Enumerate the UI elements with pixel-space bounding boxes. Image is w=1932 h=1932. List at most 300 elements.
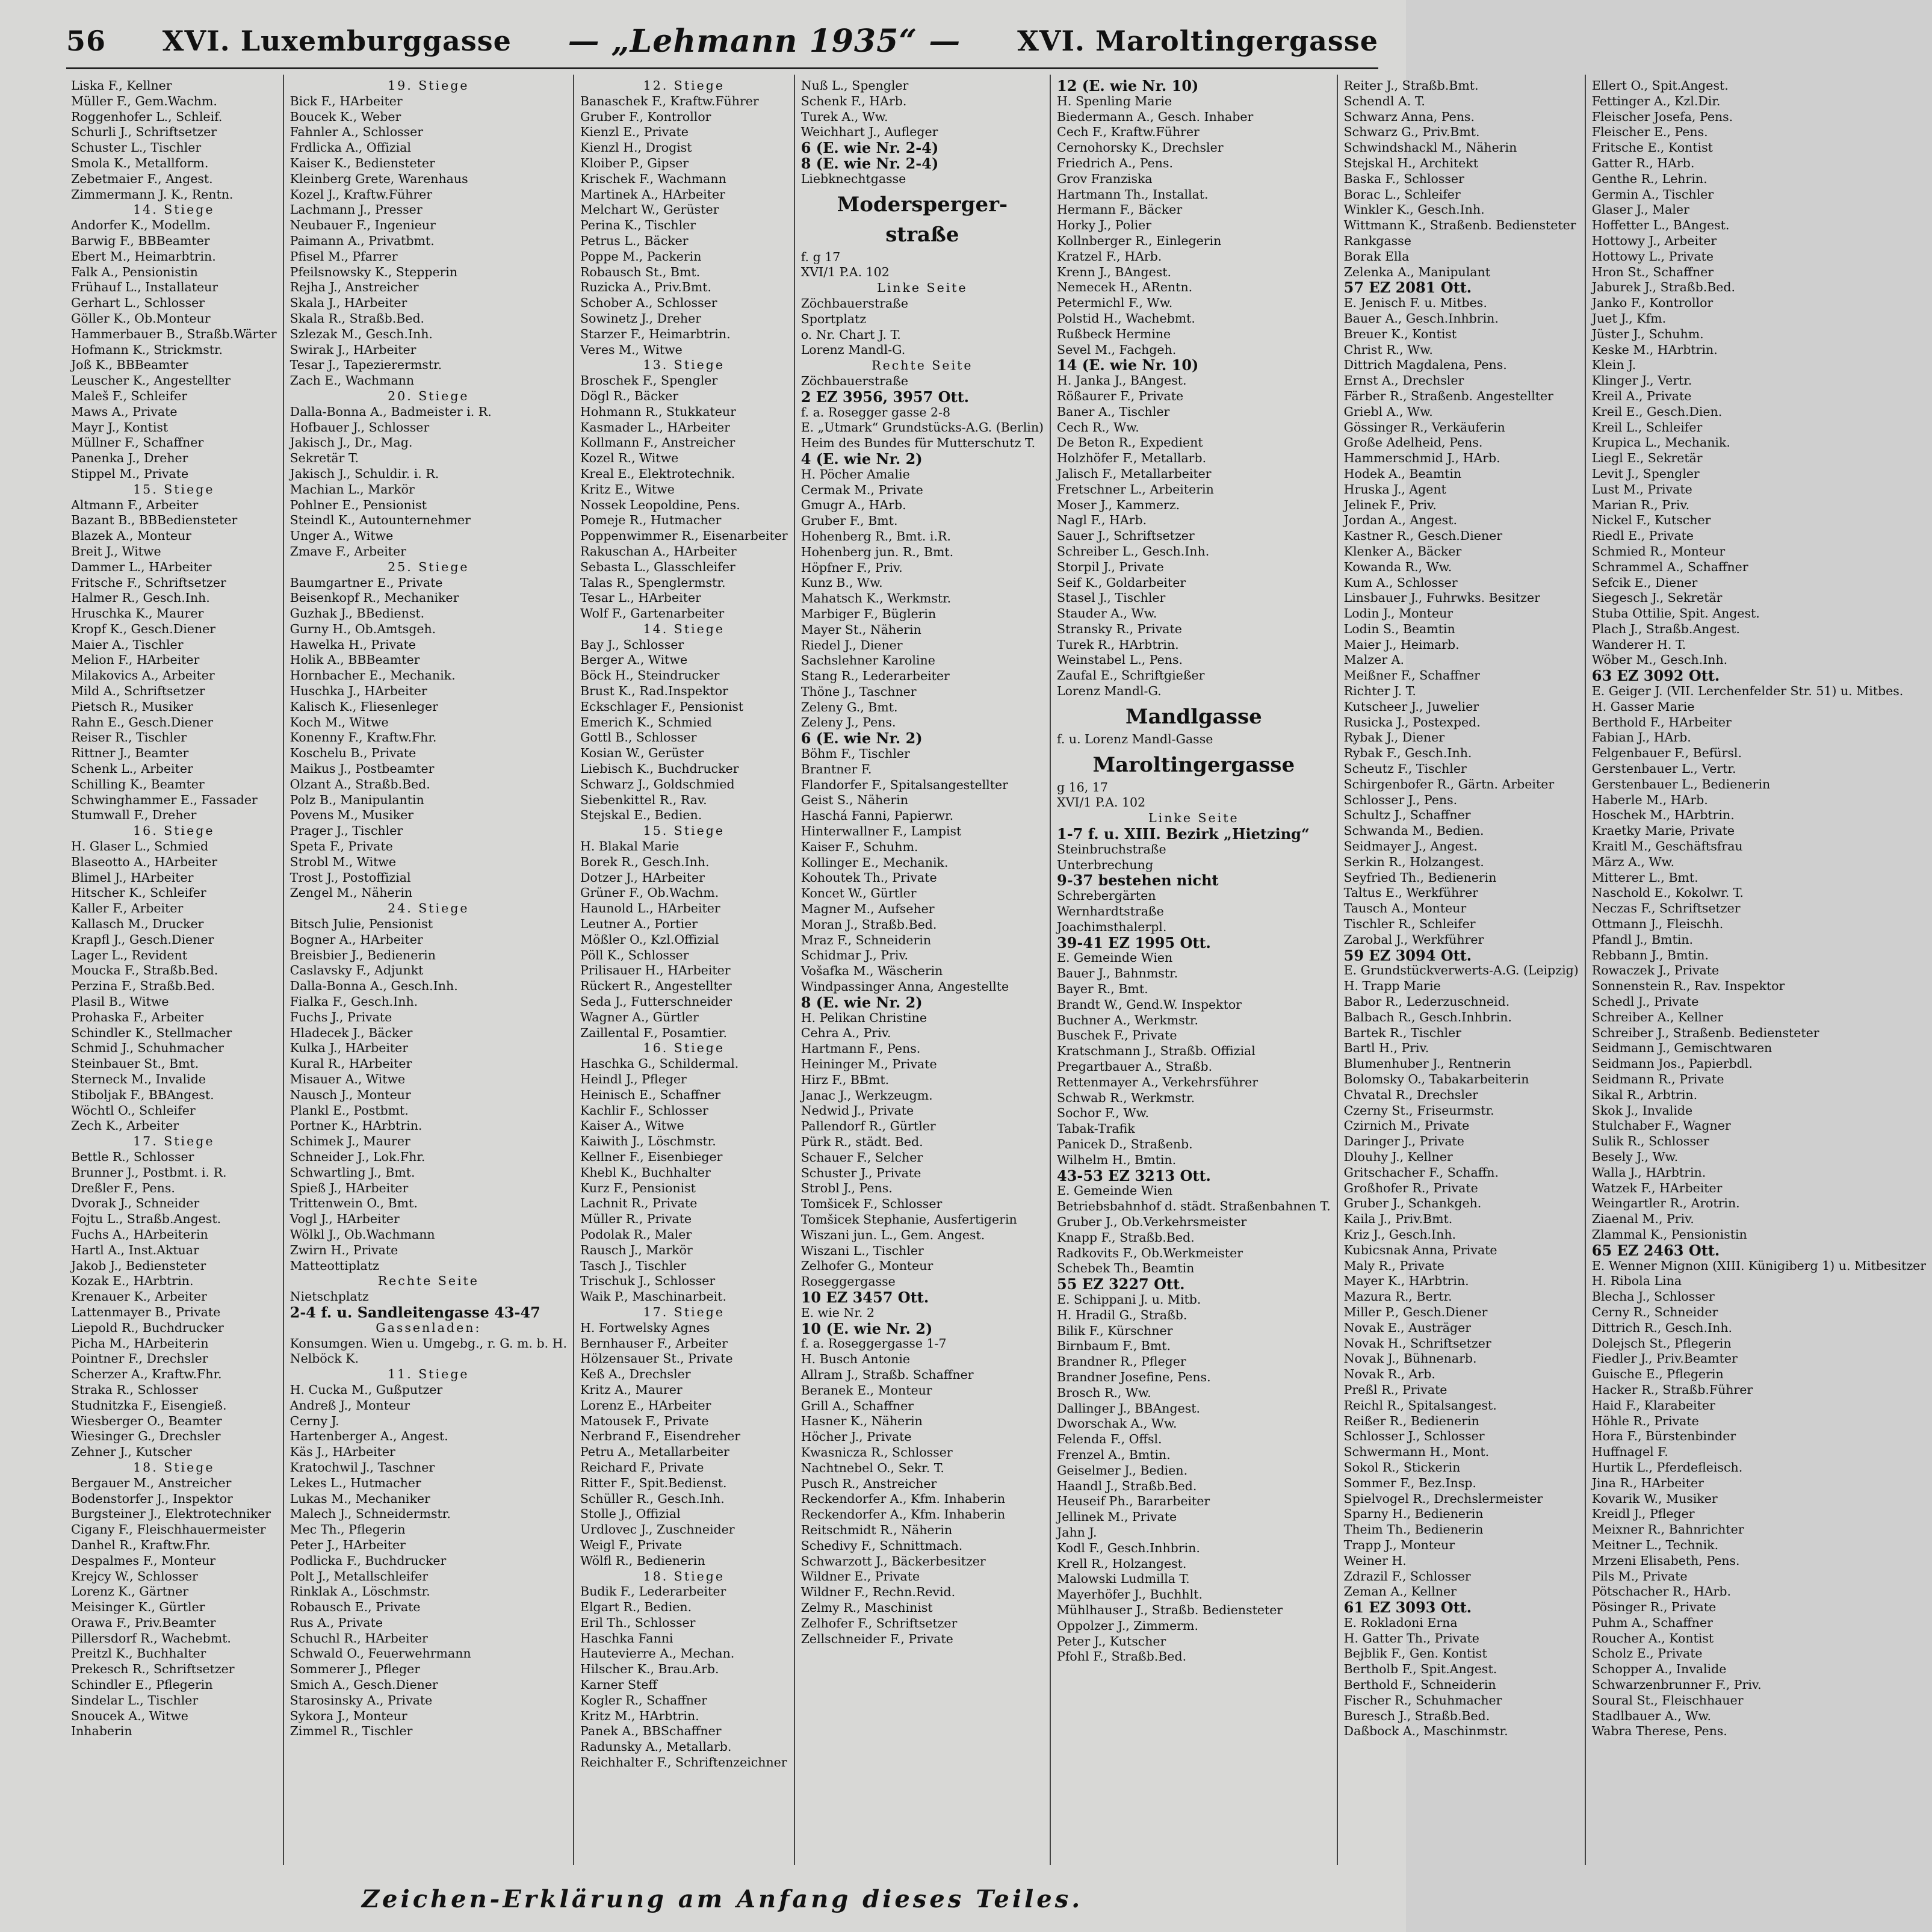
- resident-entry: Dögl R., Bäcker: [580, 388, 679, 403]
- resident-entry: Cigany F., Fleischhauermeister: [71, 1522, 266, 1537]
- resident-entry: Seyfried Th., Bedienerin: [1343, 870, 1497, 885]
- resident-entry: Reißer R., Bedienerin: [1343, 1413, 1479, 1428]
- house-number-entry: 63 EZ 3092 Ott.: [1591, 667, 1720, 685]
- section-heading: 18. Stiege: [133, 1460, 215, 1475]
- resident-entry: Unterbrechung: [1057, 857, 1153, 872]
- section-heading: 20. Stiege: [388, 388, 469, 403]
- resident-entry: Wilhelm H., Bmtin.: [1057, 1152, 1177, 1167]
- resident-entry: Bauer J., Bahnmstr.: [1057, 966, 1178, 981]
- section-heading: 16. Stiege: [133, 823, 215, 838]
- resident-entry: Studnitzka F., Eisengieß.: [71, 1398, 227, 1413]
- resident-entry: Müller F., Gem.Wachm.: [71, 93, 217, 108]
- resident-entry: Fretschner L., Arbeiterin: [1057, 481, 1214, 497]
- resident-entry: Rettenmayer A., Verkehrsführer: [1057, 1074, 1259, 1089]
- resident-entry: Nickel F., Kutscher: [1591, 513, 1711, 528]
- resident-entry: Zelhofer G., Monteur: [800, 1259, 933, 1274]
- page-footer: Zeichen-Erklärung am Anfang dieses Teiles.: [361, 1885, 1083, 1913]
- resident-entry: Rejha J., Anstreicher: [289, 280, 419, 295]
- resident-entry: Meitner L., Technik.: [1591, 1537, 1719, 1552]
- resident-entry: Fritsche F., Schriftsetzer: [71, 575, 226, 590]
- section-heading: 18. Stiege: [643, 1568, 725, 1584]
- resident-entry: E. Geiger J. (VII. Lerchenfelder Str. 51) u. Mitbes.: [1591, 684, 1904, 699]
- resident-entry: Moran J., Straßb.Bed.: [800, 917, 937, 932]
- resident-entry: Reichard F., Private: [580, 1460, 704, 1475]
- resident-entry: Kastner R., Gesch.Diener: [1343, 528, 1503, 543]
- resident-entry: Huschka J., HArbeiter: [289, 684, 427, 699]
- directory-columns: [65, 75, 1927, 1865]
- resident-entry: Khebl K., Buchhalter: [580, 1165, 711, 1180]
- resident-entry: Hacker R., Straßb.Führer: [1591, 1382, 1753, 1397]
- resident-entry: Hora F., Bürstenbinder: [1591, 1429, 1736, 1444]
- resident-entry: Kienzl H., Drogist: [580, 140, 692, 155]
- resident-entry: Zöchbauerstraße: [800, 296, 909, 311]
- resident-entry: Urdlovec J., Zuschneider: [580, 1522, 735, 1537]
- resident-entry: Kreil E., Gesch.Dien.: [1591, 404, 1723, 419]
- resident-entry: Krupica L., Mechanik.: [1591, 435, 1730, 450]
- resident-entry: E. Rokladoni Erna: [1343, 1615, 1458, 1630]
- resident-entry: Rausch J., Markör: [580, 1242, 693, 1257]
- resident-entry: Barwig F., BBBeamter: [71, 233, 210, 248]
- resident-entry: Pils M., Private: [1591, 1568, 1688, 1584]
- resident-entry: Kosian W., Gerüster: [580, 746, 704, 761]
- resident-entry: Wöchtl O., Schleifer: [71, 1103, 196, 1118]
- resident-entry: Ziaenal M., Priv.: [1591, 1212, 1694, 1227]
- resident-entry: Maier J., Heimarb.: [1343, 637, 1460, 652]
- resident-entry: Blaseotto A., HArbeiter: [71, 854, 217, 869]
- resident-entry: Ruzicka A., Priv.Bmt.: [580, 280, 712, 295]
- resident-entry: Dvorak J., Schneider: [71, 1196, 200, 1211]
- resident-entry: Wölfl R., Bedienerin: [580, 1553, 705, 1568]
- resident-entry: Kritz E., Witwe: [580, 481, 675, 497]
- resident-entry: Ernst A., Drechsler: [1343, 373, 1464, 388]
- resident-entry: Sebasta L., Glasschleifer: [580, 559, 735, 574]
- house-number-entry: 43-53 EZ 3213 Ott.: [1057, 1166, 1211, 1184]
- resident-entry: Nossek Leopoldine, Pens.: [580, 497, 740, 512]
- resident-entry: Reichhalter F., Schriftenzeichner: [580, 1755, 787, 1770]
- resident-entry: Radunsky A., Metallarb.: [580, 1739, 732, 1754]
- resident-entry: Hohenberg R., Bmt. i.R.: [800, 528, 951, 543]
- resident-entry: Wiesinger G., Drechsler: [71, 1429, 221, 1444]
- resident-entry: Zaufal E., Schriftgießer: [1057, 668, 1205, 683]
- resident-entry: Müllner F., Schaffner: [71, 435, 204, 450]
- resident-entry: Leutner A., Portier: [580, 917, 698, 932]
- resident-entry: Schurli J., Schriftsetzer: [71, 125, 217, 140]
- resident-entry: Hurtik L., Pferdefleisch.: [1591, 1460, 1743, 1475]
- resident-entry: Kraitl M., Geschäftsfrau: [1591, 839, 1743, 854]
- resident-entry: Kriz J., Gesch.Inh.: [1343, 1227, 1457, 1242]
- resident-entry: Mayr J., Kontist: [71, 420, 169, 435]
- resident-entry: Kozak E., HArbtrin.: [71, 1274, 194, 1289]
- resident-entry: Brunner J., Postbmt. i. R.: [71, 1165, 227, 1180]
- resident-entry: Kozel R., Witwe: [580, 451, 679, 466]
- resident-entry: Sportplatz: [800, 311, 867, 326]
- resident-entry: Pötschacher R., HArb.: [1591, 1584, 1731, 1599]
- resident-entry: Kratzel F., HArb.: [1057, 249, 1162, 264]
- resident-entry: Rybak F., Gesch.Inh.: [1343, 746, 1472, 761]
- resident-entry: Heinisch E., Schaffner: [580, 1087, 721, 1102]
- resident-entry: H. Gasser Marie: [1591, 699, 1695, 714]
- resident-entry: Blumenhuber J., Rentnerin: [1343, 1056, 1511, 1071]
- resident-entry: Griebl A., Ww.: [1343, 404, 1433, 419]
- resident-entry: Weigl F., Private: [580, 1537, 683, 1552]
- resident-entry: Robausch E., Private: [289, 1600, 421, 1615]
- resident-entry: Borak Ella: [1343, 249, 1410, 264]
- resident-entry: Nachtnebel O., Sekr. T.: [800, 1460, 944, 1475]
- resident-entry: Jakob J., Bediensteter: [71, 1258, 206, 1273]
- resident-entry: Inhaberin: [71, 1724, 132, 1739]
- resident-entry: Wabra Therese, Pens.: [1591, 1724, 1727, 1739]
- resident-entry: Brust K., Rad.Inspektor: [580, 684, 728, 699]
- resident-entry: Peter J., HArbeiter: [289, 1537, 406, 1552]
- resident-entry: Pointner F., Drechsler: [71, 1351, 208, 1366]
- resident-entry: Polz B., Manipulantin: [289, 792, 424, 807]
- resident-entry: Heininger M., Private: [800, 1057, 937, 1072]
- resident-entry: Bilik F., Kürschner: [1057, 1323, 1173, 1338]
- right-running-title: XVI. Maroltingergasse: [1017, 25, 1378, 57]
- resident-entry: Jüster J., Schuhm.: [1591, 326, 1704, 341]
- resident-entry: Grill A., Schaffner: [800, 1398, 914, 1413]
- resident-entry: Gössinger R., Verkäuferin: [1343, 420, 1505, 435]
- resident-entry: Kreidl J., Pfleger: [1591, 1506, 1695, 1522]
- resident-entry: Turek A., Ww.: [800, 109, 888, 124]
- house-number-entry: 4 (E. wie Nr. 2): [800, 450, 923, 468]
- resident-entry: Moucka F., Straßb.Bed.: [71, 963, 218, 978]
- resident-entry: Frühauf L., Installateur: [71, 280, 218, 295]
- resident-entry: Daßbock A., Maschinmstr.: [1343, 1724, 1508, 1739]
- resident-entry: Stippel M., Private: [71, 466, 189, 481]
- resident-entry: Kwasnicza R., Schlosser: [800, 1444, 953, 1460]
- resident-entry: Preßl R., Private: [1343, 1382, 1447, 1397]
- resident-entry: Konenny F., Kraftw.Fhr.: [289, 730, 437, 745]
- resident-entry: Mößler O., Kzl.Offizial: [580, 932, 719, 947]
- resident-entry: Sikal R., Arbtrin.: [1591, 1087, 1698, 1102]
- resident-entry: Daringer J., Private: [1343, 1134, 1464, 1149]
- resident-entry: Schwab R., Werkmstr.: [1057, 1090, 1195, 1105]
- resident-entry: Hruschka K., Maurer: [71, 606, 204, 621]
- resident-entry: Kellner F., Eisenbieger: [580, 1149, 723, 1164]
- resident-entry: Hodek A., Beamtin: [1343, 466, 1462, 481]
- resident-entry: Neczas F., Schriftsetzer: [1591, 901, 1741, 916]
- resident-entry: Kunz B., Ww.: [800, 575, 883, 590]
- resident-entry: Klinger J., Vertr.: [1591, 373, 1692, 388]
- resident-entry: Schmid J., Schuhmacher: [71, 1041, 224, 1056]
- resident-entry: Buchner A., Werkmstr.: [1057, 1012, 1199, 1027]
- resident-entry: Gurny H., Ob.Amtsgeh.: [289, 621, 436, 636]
- resident-entry: Budik F., Lederarbeiter: [580, 1584, 726, 1599]
- resident-entry: Fiedler J., Priv.Beamter: [1591, 1351, 1738, 1366]
- resident-entry: Jakisch J., Schuldir. i. R.: [289, 466, 439, 481]
- resident-entry: Cech F., Kraftw.Führer: [1057, 125, 1200, 140]
- publication-title: — „Lehmann 1935“ —: [568, 22, 961, 60]
- resident-entry: Bodenstorfer J., Inspektor: [71, 1491, 233, 1506]
- resident-entry: E. Wenner Mignon (XIII. Künigiberg 1) u. Mitbesitzer: [1591, 1258, 1927, 1273]
- section-heading: 25. Stiege: [388, 559, 469, 574]
- resident-entry: Falk A., Pensionistin: [71, 264, 198, 279]
- resident-entry: Kodl F., Gesch.Inhbrin.: [1057, 1540, 1200, 1555]
- resident-entry: Reckendorfer A., Kfm. Inhaberin: [800, 1491, 1006, 1506]
- resident-entry: Gruber J., Ob.Verkehrsmeister: [1057, 1214, 1247, 1229]
- resident-entry: Käs J., HArbeiter: [289, 1444, 395, 1460]
- resident-entry: f. a. Rosegger gasse 2-8: [800, 404, 950, 420]
- resident-entry: Pfisel M., Pfarrer: [289, 249, 398, 264]
- resident-entry: Kasmader L., HArbeiter: [580, 420, 730, 435]
- resident-entry: Maws A., Private: [71, 404, 178, 419]
- resident-entry: Guische E., Pflegerin: [1591, 1367, 1724, 1382]
- resident-entry: Eril Th., Schlosser: [580, 1615, 696, 1630]
- resident-entry: Meisinger K., Gürtler: [71, 1600, 205, 1615]
- resident-entry: Liebknechtgasse: [800, 171, 906, 186]
- resident-entry: Schwinghammer E., Fassader: [71, 792, 258, 807]
- resident-entry: Stolle J., Offizial: [580, 1506, 681, 1522]
- resident-entry: Steindl K., Autounternehmer: [289, 513, 471, 528]
- resident-entry: Kratschmann J., Straßb. Offizial: [1057, 1044, 1255, 1059]
- resident-entry: Besely J., Ww.: [1591, 1149, 1679, 1164]
- resident-entry: Rankgasse: [1343, 233, 1411, 248]
- resident-entry: Breisbier J., Bedienerin: [289, 947, 436, 962]
- resident-entry: g 16, 17: [1057, 779, 1108, 794]
- resident-entry: Neubauer F., Ingenieur: [289, 218, 436, 233]
- resident-entry: Roggenhofer L., Schleif.: [71, 109, 223, 124]
- resident-entry: Flandorfer F., Spitalsangestellter: [800, 777, 1008, 792]
- resident-entry: Cermak M., Private: [800, 482, 923, 497]
- resident-entry: Kollmann F., Anstreicher: [580, 435, 735, 450]
- resident-entry: Böck H., Steindrucker: [580, 668, 720, 683]
- section-heading: 19. Stiege: [388, 78, 469, 93]
- resident-entry: Plach J., Straßb.Angest.: [1591, 621, 1740, 636]
- resident-entry: Schebek Th., Beamtin: [1057, 1261, 1195, 1276]
- resident-entry: Hawelka H., Private: [289, 637, 416, 652]
- resident-entry: Müller R., Private: [580, 1212, 692, 1227]
- resident-entry: Despalmes F., Monteur: [71, 1553, 216, 1568]
- resident-entry: Sommerer J., Pfleger: [289, 1662, 421, 1677]
- resident-entry: Rinklak A., Löschmstr.: [289, 1584, 430, 1599]
- resident-entry: Milakovics A., Arbeiter: [71, 668, 215, 683]
- resident-entry: Dallinger J., BBAngest.: [1057, 1401, 1200, 1416]
- resident-entry: Liska F., Kellner: [71, 78, 172, 93]
- resident-entry: Kritz A., Maurer: [580, 1382, 683, 1397]
- resident-entry: Scheutz F., Tischler: [1343, 761, 1467, 776]
- resident-entry: Fialka F., Gesch.Inh.: [289, 994, 418, 1009]
- resident-entry: Martinek A., HArbeiter: [580, 187, 725, 202]
- resident-entry: Hladecek J., Bäcker: [289, 1025, 413, 1040]
- resident-entry: Hohenberg jun. R., Bmt.: [800, 544, 954, 559]
- section-heading: 16. Stiege: [643, 1041, 725, 1056]
- resident-entry: H. Pelikan Christine: [800, 1010, 927, 1025]
- resident-entry: Zach E., Wachmann: [289, 373, 415, 388]
- resident-entry: Matousek F., Private: [580, 1413, 709, 1428]
- resident-entry: Melion F., HArbeiter: [71, 652, 200, 667]
- resident-entry: Siebenkittel R., Rav.: [580, 792, 707, 807]
- resident-entry: Schreiber A., Kellner: [1591, 1009, 1724, 1024]
- resident-entry: Kreil L., Schleifer: [1591, 420, 1703, 435]
- resident-entry: Schwanda M., Bedien.: [1343, 823, 1484, 838]
- resident-entry: Zeleny J., Pens.: [800, 715, 896, 730]
- resident-entry: Straka R., Schlosser: [71, 1382, 199, 1397]
- resident-entry: H. Janka J., BAngest.: [1057, 373, 1187, 388]
- resident-entry: Cernohorsky K., Drechsler: [1057, 140, 1224, 155]
- resident-entry: Magner M., Aufseher: [800, 902, 935, 917]
- resident-entry: Schwartling J., Bmt.: [289, 1165, 415, 1180]
- resident-entry: E. Schippani J. u. Mitb.: [1057, 1292, 1201, 1307]
- resident-entry: Broschek F., Spengler: [580, 373, 718, 388]
- resident-entry: Holik A., BBBeamter: [289, 652, 420, 667]
- resident-entry: Reiter J., Straßb.Bmt.: [1343, 78, 1479, 93]
- resident-entry: Meißner F., Schaffner: [1343, 668, 1480, 683]
- resident-entry: Sonnenstein R., Rav. Inspektor: [1591, 979, 1785, 994]
- resident-entry: Schuster J., Private: [800, 1165, 921, 1180]
- resident-entry: Hammerbauer B., Straßb.Wärter: [71, 326, 277, 341]
- resident-entry: Czerny St., Friseurmstr.: [1343, 1103, 1494, 1118]
- house-number-entry: 8 (E. wie Nr. 2): [800, 993, 923, 1011]
- resident-entry: Schneider J., Lok.Fhr.: [289, 1149, 426, 1164]
- resident-entry: Steinbruchstraße: [1057, 841, 1166, 856]
- resident-entry: E. Gemeinde Wien: [1057, 1183, 1173, 1198]
- resident-entry: Liegl E., Sekretär: [1591, 451, 1703, 466]
- resident-entry: Wanderer H. T.: [1591, 637, 1686, 652]
- resident-entry: Kloiber P., Gipser: [580, 155, 689, 170]
- resident-entry: Smich A., Gesch.Diener: [289, 1677, 438, 1692]
- resident-entry: E. „Utmark“ Grundstücks-A.G. (Berlin): [800, 420, 1044, 435]
- resident-entry: Böhm F., Tischler: [800, 746, 910, 761]
- resident-entry: Starzer F., Heimarbtrin.: [580, 326, 731, 341]
- resident-entry: Wildner F., Rechn.Revid.: [800, 1585, 956, 1600]
- resident-entry: Kalisch K., Fliesenleger: [289, 699, 438, 714]
- resident-entry: Schultz J., Schaffner: [1343, 808, 1471, 823]
- resident-entry: Rößaurer F., Private: [1057, 388, 1184, 403]
- resident-entry: E. Gemeinde Wien: [1057, 950, 1173, 965]
- resident-entry: Plankl E., Postbmt.: [289, 1103, 409, 1118]
- resident-entry: Stejskal H., Architekt: [1343, 155, 1478, 170]
- street-heading: Modersperger-: [837, 192, 1008, 217]
- resident-entry: Stasel J., Tischler: [1057, 590, 1166, 605]
- resident-entry: Klein J.: [1591, 358, 1636, 373]
- resident-entry: Riedel J., Diener: [800, 637, 903, 652]
- resident-entry: Keske M., HArbtrin.: [1591, 342, 1718, 357]
- resident-entry: Baumgartner E., Private: [289, 575, 443, 590]
- resident-entry: Tomšicek F., Schlosser: [800, 1197, 943, 1212]
- resident-entry: Elgart R., Bedien.: [580, 1600, 692, 1615]
- resident-entry: Andreß J., Monteur: [289, 1398, 410, 1413]
- resident-entry: Berthold F., HArbeiter: [1591, 714, 1732, 729]
- resident-entry: Schedivy F., Schnittmach.: [800, 1538, 963, 1553]
- resident-entry: Gatter R., HArb.: [1591, 155, 1695, 170]
- resident-entry: Sachslehner Karoline: [800, 653, 935, 668]
- resident-entry: Rahn E., Gesch.Diener: [71, 714, 214, 729]
- resident-entry: Heindl J., Pfleger: [580, 1072, 687, 1086]
- resident-entry: Höpfner F., Priv.: [800, 560, 903, 575]
- resident-entry: Dolejsch St., Pflegerin: [1591, 1336, 1732, 1351]
- resident-entry: Petru A., Metallarbeiter: [580, 1444, 729, 1460]
- street-heading: Maroltingergasse: [1092, 752, 1295, 777]
- resident-entry: Swirak J., HArbeiter: [289, 342, 416, 357]
- resident-entry: Klenker A., Bäcker: [1343, 543, 1462, 559]
- resident-entry: Perina K., Tischler: [580, 218, 696, 233]
- resident-entry: Smola K., Metallform.: [71, 155, 209, 170]
- resident-entry: Skala J., HArbeiter: [289, 296, 407, 311]
- resident-entry: Gmugr A., HArb.: [800, 498, 906, 513]
- resident-entry: Blimel J., HArbeiter: [71, 870, 194, 885]
- resident-entry: Schindler K., Stellmacher: [71, 1025, 232, 1040]
- resident-entry: Höhle R., Private: [1591, 1413, 1699, 1428]
- resident-entry: Hartmann F., Pens.: [800, 1041, 921, 1056]
- resident-entry: Brandt W., Gend.W. Inspektor: [1057, 997, 1242, 1012]
- resident-entry: Seidmayer J., Angest.: [1343, 839, 1478, 854]
- resident-entry: Stang R., Lederarbeiter: [800, 669, 950, 684]
- resident-entry: März A., Ww.: [1591, 854, 1675, 869]
- resident-entry: Rebbann J., Bmtin.: [1591, 947, 1709, 962]
- house-number-entry: 10 (E. wie Nr. 2): [800, 1319, 933, 1337]
- resident-entry: Gruber F., Bmt.: [800, 513, 898, 528]
- resident-entry: Portner K., HArbtrin.: [289, 1118, 423, 1133]
- resident-entry: Hartl A., Inst.Aktuar: [71, 1242, 199, 1257]
- resident-entry: Hinterwallner F., Lampist: [800, 824, 962, 839]
- resident-entry: Zaillental F., Posamtier.: [580, 1025, 728, 1040]
- resident-entry: Lachnit R., Private: [580, 1196, 698, 1211]
- resident-entry: H. Blakal Marie: [580, 839, 680, 854]
- resident-entry: Wildner E., Private: [800, 1569, 920, 1584]
- resident-entry: Schwermann H., Mont.: [1343, 1444, 1490, 1460]
- section-heading: 14. Stiege: [133, 202, 215, 217]
- resident-entry: Hruska J., Agent: [1343, 481, 1446, 497]
- resident-entry: Paimann A., Privatbmt.: [289, 233, 435, 248]
- resident-entry: Kaila J., Priv.Bmt.: [1343, 1212, 1453, 1227]
- resident-entry: Bartl H., Priv.: [1343, 1041, 1429, 1056]
- resident-entry: Kulka J., HArbeiter: [289, 1041, 409, 1056]
- resident-entry: Krell R., Holzangest.: [1057, 1556, 1187, 1571]
- resident-entry: Hartenberger A., Angest.: [289, 1429, 448, 1444]
- resident-entry: Lukas M., Mechaniker: [289, 1491, 430, 1506]
- resident-entry: Hirz F., BBmt.: [800, 1072, 890, 1087]
- resident-entry: Stiboljak F., BBAngest.: [71, 1087, 214, 1102]
- section-heading: 14. Stiege: [643, 621, 725, 636]
- house-number-entry: 10 EZ 3457 Ott.: [800, 1288, 929, 1306]
- resident-entry: Allram J., Straßb. Schaffner: [800, 1367, 974, 1382]
- resident-entry: Rowaczek J., Private: [1591, 963, 1720, 978]
- resident-entry: Perzina F., Straßb.Bed.: [71, 979, 215, 994]
- resident-entry: Polt J., Metallschleifer: [289, 1568, 429, 1584]
- resident-entry: Steinbauer St., Bmt.: [71, 1056, 199, 1071]
- resident-entry: Schlosser J., Schlosser: [1343, 1429, 1485, 1444]
- resident-entry: XVI/1 P.A. 102: [800, 265, 890, 280]
- resident-entry: Blazek A., Monteur: [71, 528, 191, 543]
- resident-entry: Jelinek F., Priv.: [1343, 497, 1437, 512]
- resident-entry: Olzant A., Straßb.Bed.: [289, 776, 430, 791]
- resident-entry: Lorenz Mandl-G.: [1057, 684, 1162, 699]
- resident-entry: Fritsche E., Kontist: [1591, 140, 1713, 155]
- house-number-entry: 2-4 f. u. Sandleitengasse 43-47: [289, 1303, 540, 1321]
- page-header: [66, 16, 1378, 66]
- resident-entry: Pomeje R., Hutmacher: [580, 513, 722, 528]
- resident-entry: Haid F., Klarabeiter: [1591, 1398, 1715, 1413]
- resident-entry: Nagl F., HArb.: [1057, 513, 1147, 528]
- resident-entry: Sulik R., Schlosser: [1591, 1134, 1709, 1149]
- resident-entry: Prekesch R., Schriftsetzer: [71, 1662, 235, 1677]
- resident-entry: Fojtu L., Straßb.Angest.: [71, 1212, 221, 1227]
- resident-entry: Walla J., HArbtrin.: [1591, 1165, 1706, 1180]
- resident-entry: Nerbrand F., Eisendreher: [580, 1429, 740, 1444]
- resident-entry: Sokol R., Stickerin: [1343, 1460, 1461, 1475]
- resident-entry: Hron St., Schaffner: [1591, 264, 1714, 279]
- resident-entry: Jina R., HArbeiter: [1591, 1475, 1704, 1490]
- resident-entry: Lekes L., Hutmacher: [289, 1475, 421, 1490]
- resident-entry: Gerstenbauer L., Vertr.: [1591, 761, 1736, 776]
- resident-entry: Wöber M., Gesch.Inh.: [1591, 652, 1728, 667]
- column-4: [795, 75, 1051, 1865]
- resident-entry: Hottowy J., Arbeiter: [1591, 233, 1717, 248]
- resident-entry: Wagner A., Gürtler: [580, 1009, 699, 1024]
- resident-entry: Lattenmayer B., Private: [71, 1304, 221, 1319]
- resident-entry: H. Cucka M., Gußputzer: [289, 1382, 443, 1397]
